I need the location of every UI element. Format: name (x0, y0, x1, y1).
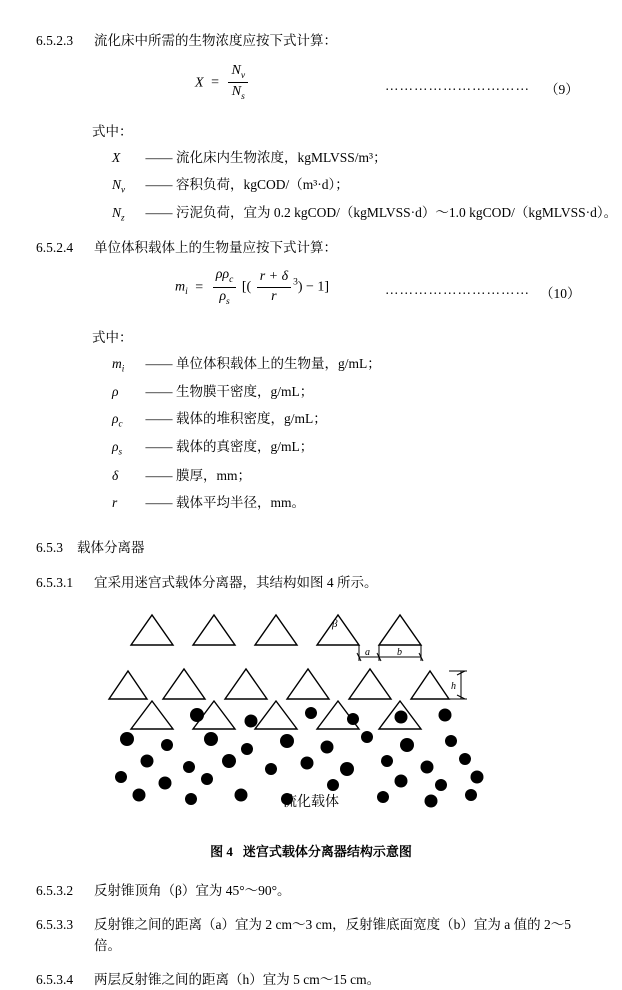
definition-item (0, 378, 622, 405)
eq9-numerator-sub: v (240, 70, 246, 81)
clause-text: 单位体积载体上的生物量应按下式计算： (94, 239, 337, 255)
eq9-denominator: N (231, 84, 242, 100)
labyrinth-separator-diagram (101, 609, 521, 809)
symbol-base: r (112, 494, 118, 510)
clause-6-5-3-4 (0, 969, 622, 990)
dash: —— (145, 494, 173, 510)
clause-number: 6.5.3.1 (36, 574, 74, 590)
dash: —— (145, 439, 173, 455)
clause-number: 6.5.3.2 (36, 883, 74, 899)
heading-number: 6.5.3 (36, 539, 63, 555)
definition-item (0, 199, 622, 227)
clause-6-5-2-4 (0, 237, 622, 259)
definition-text: 膜厚，mm； (176, 467, 252, 483)
dash: —— (145, 467, 173, 483)
definition-text: 流化床内生物浓度，kgMLVSS/m³； (176, 149, 387, 165)
figure-caption (0, 841, 622, 860)
equation-9-leader-dots: ………………………… (385, 77, 530, 93)
dash: —— (145, 384, 173, 400)
dash: —— (145, 149, 173, 165)
equation-10-inner-fraction (257, 268, 291, 307)
definition-text: 容积负荷，kgCOD/（m³·d）； (176, 176, 349, 192)
definition-text: 载体的真密度，g/mL； (176, 439, 314, 455)
equation-9-block (0, 62, 622, 112)
a-label: a (365, 647, 370, 659)
beta-label: β (332, 618, 338, 631)
definition-text: 生物膜干密度，g/mL； (176, 384, 314, 400)
equation-9-fraction (228, 62, 248, 104)
clause-number: 6.5.2.3 (36, 33, 74, 48)
carrier-label: 流化载体 (283, 795, 339, 811)
figure-caption-number: 图 4 (210, 844, 233, 860)
equation-10-block (0, 266, 622, 318)
symbol (112, 433, 142, 461)
eq10-rho-denominator: ρ (219, 288, 227, 304)
definition-item (0, 462, 622, 489)
clause-text: 宜采用迷宫式载体分离器，其结构如图 4 所示。 (94, 574, 378, 590)
definition-text: 载体的堆积密度，g/mL； (176, 411, 327, 427)
definition-item (0, 144, 622, 171)
symbol-base: ρ (112, 411, 119, 427)
eq9-numerator: N (231, 62, 241, 78)
eq9-denominator-sub: s (241, 92, 245, 103)
symbol (112, 489, 142, 516)
symbol (112, 171, 142, 199)
eq10-lhs: m (175, 279, 186, 295)
symbol-base: N (112, 176, 122, 192)
symbol (112, 350, 142, 378)
symbol-base: δ (112, 467, 119, 483)
eq10-rho-denominator-sub: s (226, 296, 230, 307)
document-page (0, 30, 622, 987)
dash: —— (145, 356, 173, 372)
symbol-sub: v (121, 184, 126, 195)
clause-text: 反射锥之间的距离（a）宜为 2 cm～3 cm，反射锥底面宽度（b）宜为 a 值的 2～5 倍。 (94, 916, 571, 954)
equation-10-number: （10） (540, 286, 581, 302)
equation-9: X = $\frac{N_v}{N_s}$ (195, 62, 250, 104)
equation-9-number: （9） (545, 81, 579, 97)
definition-item (0, 489, 622, 516)
definition-text: 污泥负荷，宜为 0.2 kgCOD/（kgMLVSS·d）～1.0 kgCOD/（kgMLVSS·d）。 (176, 204, 618, 220)
cone-row-3 (131, 701, 421, 729)
dash: —— (145, 204, 173, 220)
eq10-inner-denominator: r (271, 288, 277, 304)
where-label-2: 式中： (92, 330, 133, 346)
figure-caption-text: 迷宫式载体分离器结构示意图 (242, 844, 412, 860)
symbol (112, 462, 142, 489)
cone-row-1 (131, 615, 421, 645)
symbol-sub: z (121, 212, 125, 223)
dash: —— (145, 176, 173, 192)
heading-title: 载体分离器 (77, 539, 145, 555)
clause-6-5-2-3 (0, 30, 622, 52)
definition-item (0, 350, 622, 378)
symbol (112, 405, 142, 433)
definition-text: 载体平均半径，mm。 (176, 494, 306, 510)
symbol (112, 378, 142, 405)
equation-10-rho-fraction (213, 266, 237, 308)
equation-10-leader-dots: ………………………… (385, 282, 530, 298)
definition-item (0, 433, 622, 461)
clause-6-5-3-1 (0, 572, 622, 594)
clause-text: 流化床中所需的生物浓度应按下式计算： (94, 33, 337, 48)
section-heading-6-5-3 (0, 536, 622, 556)
clause-number: 6.5.3.4 (36, 971, 74, 987)
eq10-bracket-open: [( (241, 279, 252, 295)
clause-text: 反射锥顶角（β）宜为 45°～90°。 (94, 883, 291, 899)
definition-item (0, 405, 622, 433)
definition-list-9 (0, 144, 622, 227)
where-label-1: 式中： (92, 123, 133, 139)
definition-item (0, 171, 622, 199)
symbol-base: ρ (112, 439, 119, 455)
symbol-base: ρ (112, 384, 119, 400)
eq10-lhs-sub: i (185, 287, 188, 298)
b-label: b (397, 647, 402, 659)
equation-9-lhs: X (195, 74, 204, 90)
clause-number: 6.5.3.3 (36, 916, 74, 932)
symbol-sub: c (118, 419, 123, 430)
clause-text: 两层反射锥之间的距离（h）宜为 5 cm～15 cm。 (94, 971, 381, 987)
symbol-base: N (112, 204, 122, 220)
eq10-rho-numerator: ρρ (215, 267, 230, 283)
eq10-bracket-close: ) − 1] (297, 279, 330, 295)
eq10-inner-numerator: r + δ (257, 268, 291, 288)
definition-text: 单位体积载体上的生物量，g/mL； (176, 356, 381, 372)
symbol-sub: i (121, 364, 125, 374)
figure-4 (0, 609, 622, 837)
eq10-rho-numerator-sub: c (229, 275, 234, 286)
symbol (112, 199, 142, 227)
equation-10: $m_i$ = $\frac{\rho\rho_c}{\rho_s}$ [( $\frac{r + \delta}{r}$ $^3$) − 1] (175, 267, 330, 307)
h-label: h (451, 681, 456, 693)
symbol: X (112, 149, 121, 165)
dash: —— (145, 411, 173, 427)
clause-6-5-3-3 (0, 914, 622, 957)
definition-list-10 (0, 350, 622, 515)
symbol-base: m (112, 356, 122, 372)
cone-row-2 (109, 669, 449, 699)
clause-number: 6.5.2.4 (36, 239, 74, 255)
eq10-exponent: 3 (293, 278, 298, 289)
symbol-sub: s (118, 447, 123, 458)
clause-6-5-3-2 (0, 880, 622, 902)
